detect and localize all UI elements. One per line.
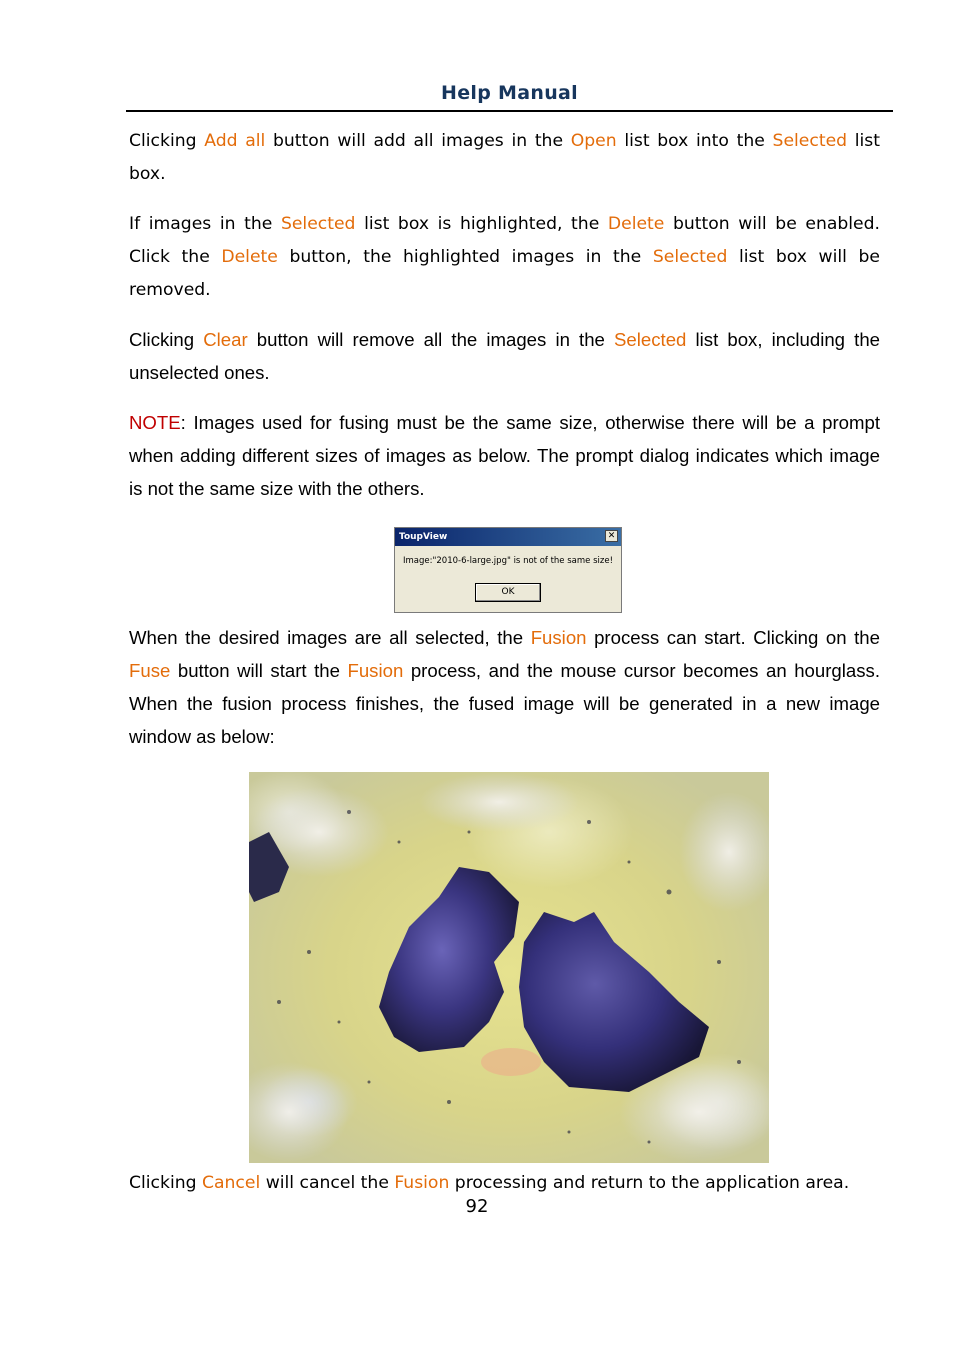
- paragraph-fusion: [129, 621, 880, 753]
- text: button, the highlighted images in the: [277, 247, 653, 267]
- term-open: Open: [570, 131, 617, 151]
- text: Clicking: [129, 1173, 202, 1193]
- term-delete: Delete: [221, 247, 278, 267]
- dialog-message: Image:"2010-6-large.jpg" is not of the same size!: [403, 556, 613, 566]
- fused-image: [249, 772, 769, 1163]
- text: button will start the: [170, 660, 348, 681]
- text: Clicking: [129, 329, 204, 350]
- term-fusion: Fusion: [530, 627, 587, 648]
- term-selected: Selected: [652, 247, 728, 267]
- text: process can start. Clicking on the: [586, 627, 880, 648]
- text: list box into the: [616, 131, 773, 151]
- ok-button[interactable]: OK: [475, 583, 541, 602]
- text: : Images used for fusing must be the same size, otherwise there will be a prompt when adding different sizes of images as below. The prompt dialog indicates which image is not the same size with the others.: [129, 412, 880, 499]
- term-clear: Clear: [203, 329, 248, 350]
- paragraph-clear: [129, 323, 880, 389]
- grain: [679, 792, 769, 912]
- term-fusion: Fusion: [347, 660, 404, 681]
- grain: [249, 1062, 349, 1162]
- term-cancel: Cancel: [202, 1173, 261, 1193]
- text: When the desired images are all selected, the: [129, 627, 531, 648]
- text: button will add all images in the: [265, 131, 571, 151]
- dialog-titlebar: [395, 528, 621, 546]
- paragraph-delete: [129, 208, 880, 307]
- note-label: NOTE: [129, 412, 181, 433]
- text: If images in the: [129, 214, 281, 234]
- text: will cancel the: [260, 1173, 395, 1193]
- term-fuse: Fuse: [129, 660, 171, 681]
- mineral-rock-left: [379, 867, 519, 1052]
- text: button will remove all the images in the: [247, 329, 615, 350]
- orange-grain: [481, 1048, 541, 1076]
- text: list box will be removed.: [129, 247, 880, 300]
- term-add-all: Add all: [204, 131, 266, 151]
- text: button will be enabled. Click the: [129, 214, 881, 267]
- mineral-rock-right: [519, 912, 709, 1092]
- paragraph-add-all: [129, 125, 880, 191]
- text: list box.: [129, 131, 880, 184]
- size-mismatch-dialog: [394, 527, 622, 613]
- text: Clicking: [129, 131, 205, 151]
- fused-image-drawing: [249, 772, 769, 1163]
- text: list box, including the unselected ones.: [129, 329, 880, 383]
- close-icon[interactable]: ✕: [605, 530, 618, 542]
- text: list box is highlighted, the: [355, 214, 608, 234]
- term-selected: Selected: [280, 214, 356, 234]
- paragraph-note: [129, 406, 880, 505]
- page-header: [126, 82, 893, 112]
- grain: [419, 772, 579, 832]
- term-fusion: Fusion: [394, 1173, 450, 1193]
- header-title: Help Manual: [441, 82, 578, 104]
- page-number: 92: [465, 1196, 489, 1217]
- dialog-title: ToupView: [399, 532, 448, 542]
- text: processing and return to the application area.: [449, 1173, 850, 1193]
- term-delete: Delete: [607, 214, 665, 234]
- term-selected: Selected: [614, 329, 687, 350]
- text: process, and the mouse cursor becomes an hourglass. When the fusion process finishes, the fused image will be generated in a new image window as below:: [129, 660, 880, 747]
- term-selected: Selected: [772, 131, 848, 151]
